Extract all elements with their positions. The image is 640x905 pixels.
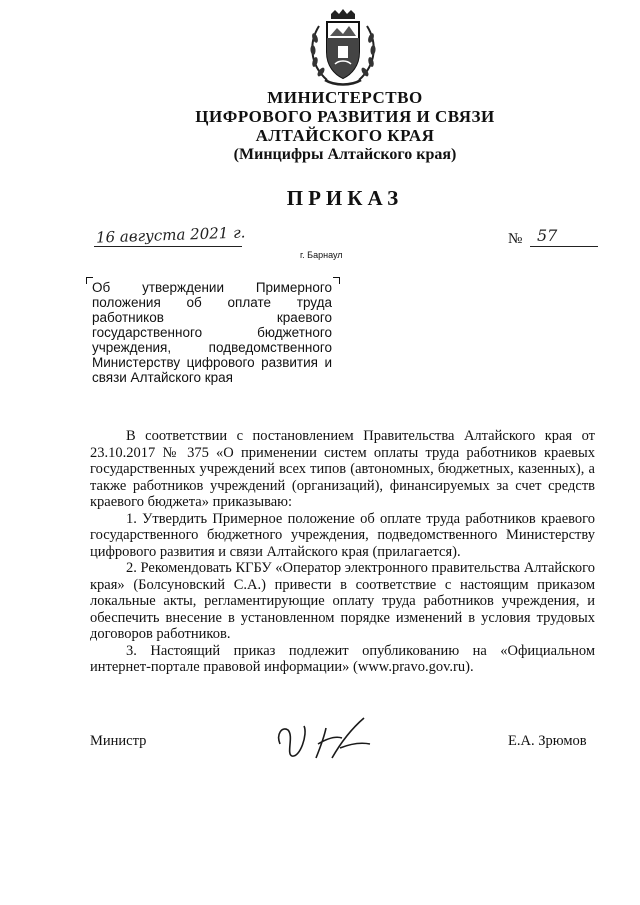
body-paragraph-item-3: 3. Настоящий приказ подлежит опубликованию на «Официальном интернет-портале правовой информации» (www.pravo.gov.ru).: [90, 642, 595, 675]
signatory-title: Министр: [90, 733, 147, 749]
coat-of-arms-icon: [305, 8, 381, 88]
signatory-name: Е.А. Зрюмов: [508, 733, 587, 749]
ministry-name-line-1: МИНИСТЕРСТВО: [267, 88, 423, 107]
ministry-name-line-3: АЛТАЙСКОГО КРАЯ: [255, 126, 435, 145]
body-paragraph-item-1: 1. Утвердить Примерное положение об оплате труда работников краевого государственного бюджетного учреждения, подведомственного Министерству цифрового развития и связи Алтайского края (прилагается).: [90, 510, 595, 560]
subject-line: работников краевого: [92, 310, 332, 325]
date-underline: [94, 246, 242, 247]
signature-icon: [270, 714, 380, 764]
number-label: №: [508, 231, 523, 247]
subject-line: государственного бюджетного: [92, 325, 332, 340]
subject-line: связи Алтайского края: [92, 370, 233, 385]
subject-bracket-right: [333, 277, 340, 284]
number-underline: [530, 246, 598, 247]
subject-block: [92, 280, 332, 385]
body-paragraph-preamble: В соответствии с постановлением Правительства Алтайского края от 23.10.2017 № 375 «О применении систем оплаты труда работников краевых государственных учреждений всех типов (автономных, бюджетных, казенных), а также работников учреждений (организаций), финансируемых за счет средств краевого бюджета» приказываю:: [90, 428, 595, 510]
subject-line: Об утверждении Примерного: [92, 280, 332, 295]
document-body: [90, 428, 595, 676]
body-paragraph-item-2: 2. Рекомендовать КГБУ «Оператор электронного правительства Алтайского края» (Болсуновский С.А.) привести в соответствие с настоящим приказом локальные акты, регламентирующие оплату труда работников учреждения, и обеспечить внесение в установленном порядке изменений в условия трудовых договоров работников.: [90, 560, 595, 642]
city-label: г. Барнаул: [300, 250, 343, 260]
document-date: 16 августа 2021 г.: [95, 223, 246, 247]
subject-line: положения об оплате труда: [92, 295, 332, 310]
ministry-name-line-2: ЦИФРОВОГО РАЗВИТИЯ И СВЯЗИ: [195, 107, 495, 126]
subject-line: учреждения, подведомственного: [92, 340, 332, 355]
document-type-title: ПРИКАЗ: [286, 186, 404, 210]
document-number: 57: [537, 226, 558, 245]
subject-line: Министерству цифрового развития и: [92, 355, 332, 370]
ministry-short-name: (Минцифры Алтайского края): [233, 146, 457, 163]
